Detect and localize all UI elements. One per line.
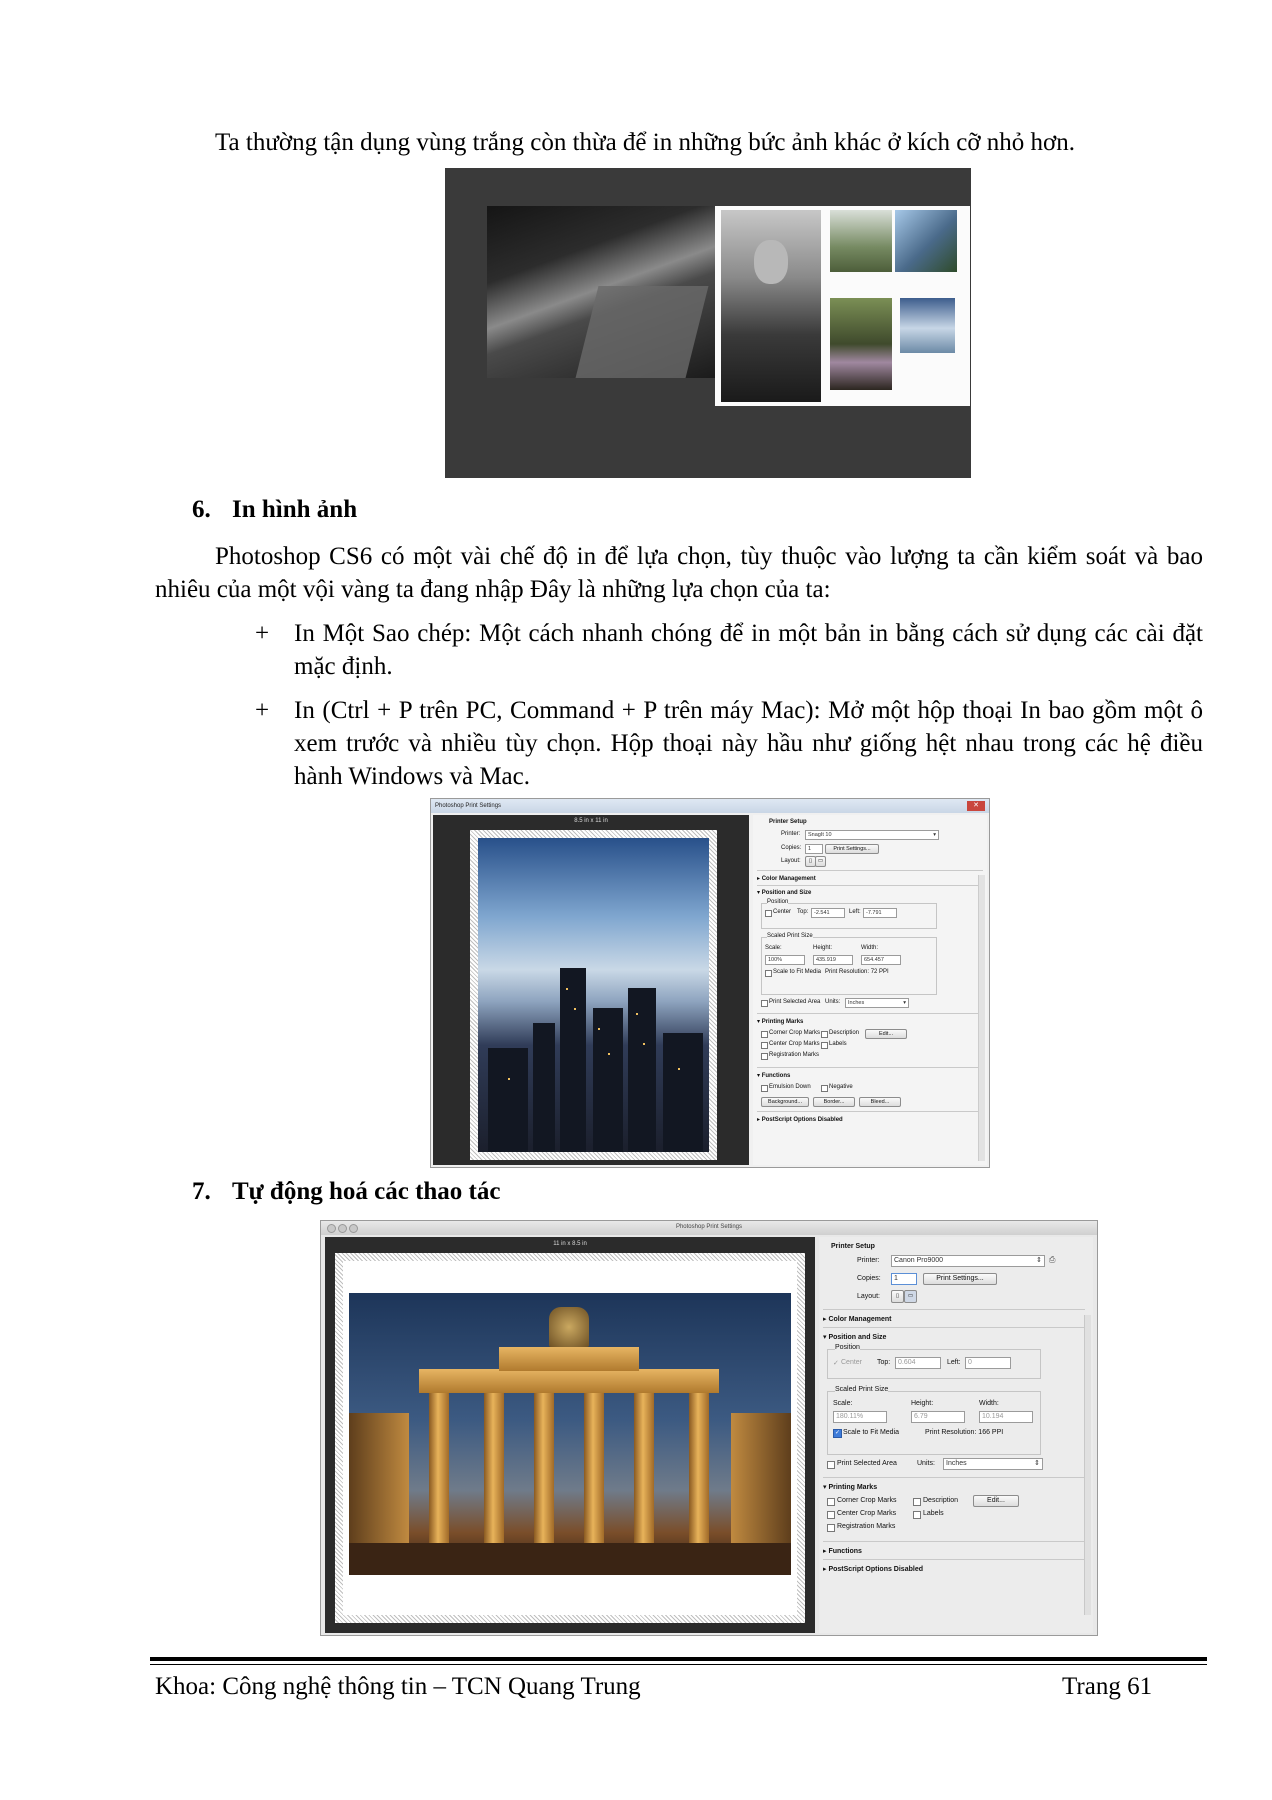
printer-value: SnagIt 10 <box>808 832 832 838</box>
bullet-symbol: + <box>255 620 270 647</box>
dialog-title: Photoshop Print Settings <box>431 799 989 813</box>
thumbnail-photo <box>830 298 892 390</box>
description-checkbox[interactable] <box>913 1498 921 1506</box>
chevron-down-icon: ▾ <box>757 1019 762 1025</box>
position-label: Position <box>767 899 789 905</box>
printing-marks-section[interactable]: ▾ Printing Marks <box>757 1019 804 1025</box>
emulsion-down-checkbox[interactable] <box>761 1085 768 1092</box>
position-group <box>761 903 937 929</box>
position-label: Position <box>835 1344 860 1351</box>
negative-label: Negative <box>829 1084 853 1090</box>
scaled-size-label: Scaled Print Size <box>767 933 813 939</box>
center-label: Center <box>773 909 792 915</box>
scaled-size-group <box>761 937 937 995</box>
settings-panel <box>753 815 987 1165</box>
scale-label: Scale: <box>765 945 782 951</box>
top-label: Top: <box>877 1359 891 1366</box>
width-input[interactable]: 654.457 <box>861 955 901 965</box>
print-selected-area-checkbox[interactable] <box>761 1000 768 1007</box>
print-settings-button[interactable]: Print Settings... <box>825 844 879 854</box>
bullet-item: In Một Sao chép: Một cách nhanh chóng để in một bản in bằng cách sử dụng các cài đặt mặc định. <box>294 620 1203 680</box>
functions-section[interactable]: ▸ Functions <box>823 1548 862 1555</box>
units-label: Units: <box>825 999 841 1005</box>
city-photo <box>478 838 709 1152</box>
labels-checkbox[interactable] <box>821 1042 828 1049</box>
bullet-symbol: + <box>255 697 270 724</box>
units-label: Units: <box>917 1460 935 1467</box>
scale-to-fit-label: Scale to Fit Media <box>843 1429 900 1436</box>
description-label: Description <box>923 1497 959 1504</box>
description-label: Description <box>829 1030 860 1036</box>
layout-label: Layout: <box>857 1293 880 1300</box>
print-dialog-mac <box>320 1220 1098 1636</box>
labels-label: Labels <box>829 1041 847 1047</box>
print-selected-area-checkbox[interactable] <box>827 1461 835 1469</box>
mac-titlebar <box>321 1221 1097 1235</box>
color-management-section[interactable]: ▸ Color Management <box>823 1316 892 1323</box>
printer-setup-heading: Printer Setup <box>769 819 807 825</box>
printable-area <box>343 1261 797 1615</box>
scale-to-fit-checkbox[interactable] <box>765 970 772 977</box>
scaled-size-group <box>827 1391 1041 1455</box>
chevron-down-icon: ▾ <box>903 1000 906 1006</box>
top-label: Top: <box>797 909 809 915</box>
corner-crop-checkbox[interactable] <box>761 1031 768 1038</box>
scrollbar[interactable] <box>978 875 985 1161</box>
print-selected-area-label: Print Selected Area <box>769 999 821 1005</box>
print-selected-area-label: Print Selected Area <box>837 1460 897 1467</box>
left-label: Left: <box>947 1359 961 1366</box>
thumbnail-photo <box>830 210 892 272</box>
corner-crop-label: Corner Crop Marks <box>837 1497 897 1504</box>
footer-rule <box>150 1664 1207 1665</box>
registration-label: Registration Marks <box>837 1523 896 1530</box>
section6-title: In hình ảnh <box>232 496 358 523</box>
chevron-right-icon: ▸ <box>823 1566 829 1573</box>
paper-sheet <box>335 1253 805 1623</box>
copies-label: Copies: <box>781 845 802 851</box>
chevron-down-icon: ▾ <box>757 890 762 896</box>
chevron-updown-icon: ⇕ <box>1036 1257 1042 1264</box>
center-crop-checkbox[interactable] <box>761 1042 768 1049</box>
chevron-updown-icon: ⇕ <box>1034 1460 1040 1467</box>
border-button[interactable]: Border... <box>813 1097 855 1107</box>
chevron-down-icon: ▾ <box>933 832 936 838</box>
corner-crop-label: Corner Crop Marks <box>769 1030 821 1036</box>
gate-photo <box>349 1293 791 1575</box>
print-dialog-windows <box>430 798 990 1168</box>
print-sheet <box>715 206 970 406</box>
functions-section[interactable]: ▾ Functions <box>757 1073 791 1079</box>
print-preview <box>325 1237 815 1633</box>
settings-panel <box>819 1237 1093 1633</box>
printer-select[interactable]: Canon Pro9000 ⇕ <box>891 1255 1045 1267</box>
chevron-right-icon: ▸ <box>823 1548 829 1555</box>
copies-label: Copies: <box>857 1275 881 1282</box>
center-crop-label: Center Crop Marks <box>769 1041 820 1047</box>
print-resolution: Print Resolution: 166 PPI <box>925 1429 1004 1436</box>
height-label: Height: <box>813 945 833 951</box>
edit-button[interactable]: Edit... <box>865 1029 907 1039</box>
registration-label: Registration Marks <box>769 1052 820 1058</box>
center-label: Center <box>841 1359 863 1366</box>
chevron-down-icon: ▾ <box>823 1484 829 1491</box>
left-label: Left: <box>849 909 861 915</box>
copies-input[interactable]: 1 <box>805 844 823 854</box>
top-input[interactable]: -2.541 <box>811 908 845 918</box>
print-settings-button[interactable]: Print Settings... <box>923 1273 997 1285</box>
thumbnail-photo <box>895 210 957 272</box>
postscript-section[interactable]: ▸ PostScript Options Disabled <box>757 1117 843 1123</box>
top-input[interactable]: 0.604 <box>895 1357 941 1369</box>
thumbnail-photo <box>900 298 955 353</box>
left-input[interactable]: 0 <box>965 1357 1011 1369</box>
background-button[interactable]: Background... <box>761 1097 809 1107</box>
bleed-button[interactable]: Bleed... <box>859 1097 901 1107</box>
printer-settings-icon[interactable]: ⎙ <box>1049 1255 1056 1264</box>
paper-size-label: 11 in x 8.5 in <box>553 1241 587 1247</box>
landscape-layout-icon[interactable]: ▭ <box>815 856 826 867</box>
paper-size-label: 8.5 in x 11 in <box>574 818 608 824</box>
postscript-section[interactable]: ▸ PostScript Options Disabled <box>823 1566 923 1573</box>
chevron-right-icon: ▸ <box>823 1316 829 1323</box>
printer-setup-heading: Printer Setup <box>831 1243 875 1250</box>
corner-crop-checkbox[interactable] <box>827 1498 835 1506</box>
collage-figure <box>445 168 971 478</box>
footer-left: Khoa: Công nghệ thông tin – TCN Quang Trung <box>155 1673 641 1700</box>
section6-number: 6. <box>192 496 211 523</box>
scale-to-fit-checkbox[interactable]: ✓ <box>834 1430 841 1436</box>
scale-input[interactable]: 180.11% <box>833 1411 887 1423</box>
width-input[interactable]: 10.194 <box>979 1411 1033 1423</box>
center-crop-label: Center Crop Marks <box>837 1510 897 1517</box>
paper-sheet <box>470 830 717 1160</box>
chevron-right-icon: ▸ <box>757 1117 762 1123</box>
close-icon[interactable]: ✕ <box>967 801 985 811</box>
negative-checkbox[interactable] <box>821 1085 828 1092</box>
hands-photo <box>487 206 721 378</box>
registration-checkbox[interactable] <box>761 1053 768 1060</box>
left-input[interactable]: -7.791 <box>863 908 897 918</box>
intro-text: Ta thường tận dụng vùng trắng còn thừa để in những bức ảnh khác ở kích cỡ nhỏ hơn. <box>215 129 1076 156</box>
height-input[interactable]: 435.919 <box>813 955 853 965</box>
position-size-section[interactable]: ▾ Position and Size <box>757 890 812 896</box>
description-checkbox[interactable] <box>821 1031 828 1038</box>
width-label: Width: <box>979 1400 999 1407</box>
section7-number: 7. <box>192 1178 211 1205</box>
section7-title: Tự động hoá các thao tác <box>232 1178 501 1205</box>
labels-label: Labels <box>923 1510 944 1517</box>
bullet-item: In (Ctrl + P trên PC, Command + P trên máy Mac): Mở một hộp thoại In bao gồm một ô xem trước và nhiều tùy chọn. Hộp thoại này hầu như giống hệt nhau trong các hệ điều hành Windows và Mac. <box>294 697 1203 790</box>
printer-label: Printer: <box>857 1257 880 1264</box>
center-crop-checkbox[interactable] <box>827 1511 835 1519</box>
labels-checkbox[interactable] <box>913 1511 921 1519</box>
scrollbar[interactable] <box>1084 1315 1091 1615</box>
scaled-size-label: Scaled Print Size <box>835 1386 889 1393</box>
height-input[interactable]: 6.79 <box>911 1411 965 1423</box>
height-label: Height: <box>911 1400 934 1407</box>
print-preview <box>433 815 749 1165</box>
print-resolution: Print Resolution: 72 PPI <box>825 969 889 975</box>
footer-rule <box>150 1657 1207 1661</box>
layout-label: Layout: <box>781 858 801 864</box>
chevron-down-icon: ▾ <box>757 1073 762 1079</box>
dialog-title: Photoshop Print Settings <box>675 1224 743 1230</box>
center-checkbox[interactable]: ✓ <box>833 1360 839 1367</box>
width-label: Width: <box>861 945 879 951</box>
scale-label: Scale: <box>833 1400 853 1407</box>
chevron-right-icon: ▸ <box>757 876 762 882</box>
position-size-section[interactable]: ▾ Position and Size <box>823 1334 887 1341</box>
edit-button[interactable]: Edit... <box>973 1495 1019 1507</box>
printer-select[interactable] <box>805 830 939 840</box>
page-number: Trang 61 <box>1062 1673 1153 1700</box>
printing-marks-section[interactable]: ▾ Printing Marks <box>823 1484 878 1491</box>
scale-to-fit-label: Scale to Fit Media <box>773 969 822 975</box>
color-management-section[interactable]: ▸ Color Management <box>757 876 816 882</box>
landscape-layout-icon[interactable]: ▭ <box>904 1290 917 1303</box>
copies-input[interactable]: 1 <box>891 1273 917 1285</box>
printer-label: Printer: <box>781 831 801 837</box>
portrait-photo <box>721 210 821 402</box>
emulsion-down-label: Emulsion Down <box>769 1084 811 1090</box>
center-checkbox[interactable] <box>765 910 772 917</box>
scale-input[interactable]: 100% <box>765 955 805 965</box>
registration-checkbox[interactable] <box>827 1524 835 1532</box>
section6-paragraph: Photoshop CS6 có một vài chế độ in để lựa chọn, tùy thuộc vào lượng ta cần kiểm soát và bao nhiêu của một vội vàng ta đang nhập Đây là những lựa chọn của ta: <box>155 543 1203 603</box>
units-select[interactable]: Inches ▾ <box>845 998 909 1008</box>
units-select[interactable]: Inches ⇕ <box>943 1458 1043 1470</box>
chevron-down-icon: ▾ <box>823 1334 829 1341</box>
portrait-layout-icon[interactable]: ▯ <box>805 856 816 867</box>
portrait-layout-icon[interactable]: ▯ <box>891 1290 904 1303</box>
